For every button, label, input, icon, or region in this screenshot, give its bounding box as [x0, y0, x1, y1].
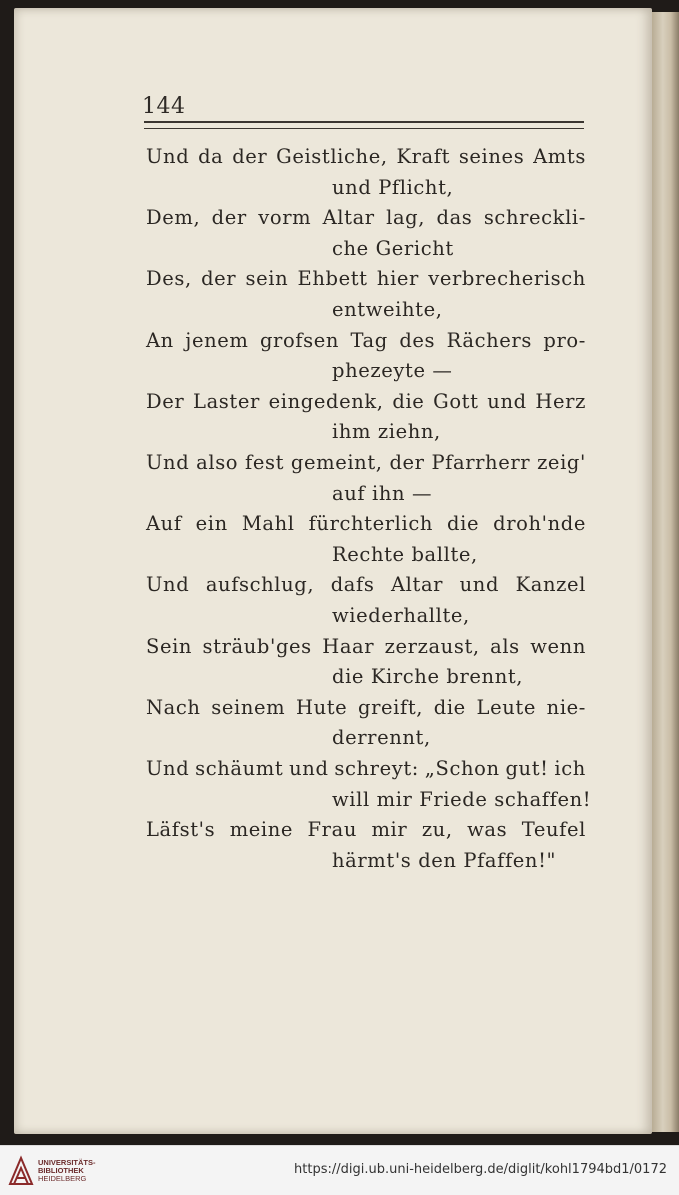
verse-continuation: phezeyte — [332, 359, 453, 383]
verse-line: Der Laster eingedenk, die Gott und Herz [146, 389, 586, 413]
verse-line: Und aufschlug, dafs Altar und Kanzel [146, 573, 586, 597]
header-rule [144, 121, 584, 129]
page-url[interactable]: https://digi.ub.uni-heidelberg.de/diglit/kohl1794bd1/0172 [294, 1162, 667, 1177]
verse-continuation: che Gericht [332, 236, 454, 260]
page-edge [652, 12, 679, 1132]
verse-line: Des, der sein Ehbett hier verbrecherisch [146, 267, 586, 291]
verse-continuation: entweihte, [332, 298, 443, 321]
verse-line: Dem, der vorm Altar lag, das schreckli- [146, 206, 586, 230]
verse-continuation: ihm ziehn, [332, 420, 441, 444]
institution-line-1: UNIVERSITÄTS- [38, 1158, 96, 1167]
verse-continuation: und Pflicht, [332, 175, 454, 199]
verse-line: Und da der Geistliche, Kraft seines Amts [146, 145, 586, 168]
institution-line-3: HEIDELBERG [38, 1174, 87, 1183]
institution-name [38, 1159, 96, 1183]
verse-continuation: die Kirche brennt, [332, 665, 524, 689]
verse-line: Auf ein Mahl fürchterlich die droh'nde [146, 512, 586, 536]
verse-line: An jenem grofsen Tag des Rächers pro- [146, 328, 586, 352]
verse-continuation: auf ihn — [332, 481, 433, 505]
verse-line: Und schäumt und schreyt: „Schon gut! ich [146, 757, 586, 780]
institution-line-2: BIBLIOTHEK [38, 1166, 84, 1175]
verse-continuation: derrennt, [332, 726, 431, 750]
verse-line: Nach seinem Hute greift, die Leute nie- [146, 695, 586, 719]
page-number: 144 [142, 94, 186, 119]
verse-continuation: will mir Friede schaffen! [332, 787, 592, 811]
library-logo-icon [8, 1154, 34, 1188]
verse-line: Sein sträub'ges Haar zerzaust, als wenn [146, 634, 586, 658]
verse-continuation: härmt's den Pfaffen!" [332, 848, 557, 872]
verse-continuation: Rechte ballte, [332, 542, 478, 566]
verse-continuation: wiederhallte, [332, 604, 470, 627]
verse-line: Und also fest gemeint, der Pfarrherr zeig' [146, 451, 586, 474]
verse-line: Läfst's meine Frau mir zu, was Teufel [146, 818, 586, 842]
footer-bar [0, 1145, 679, 1195]
